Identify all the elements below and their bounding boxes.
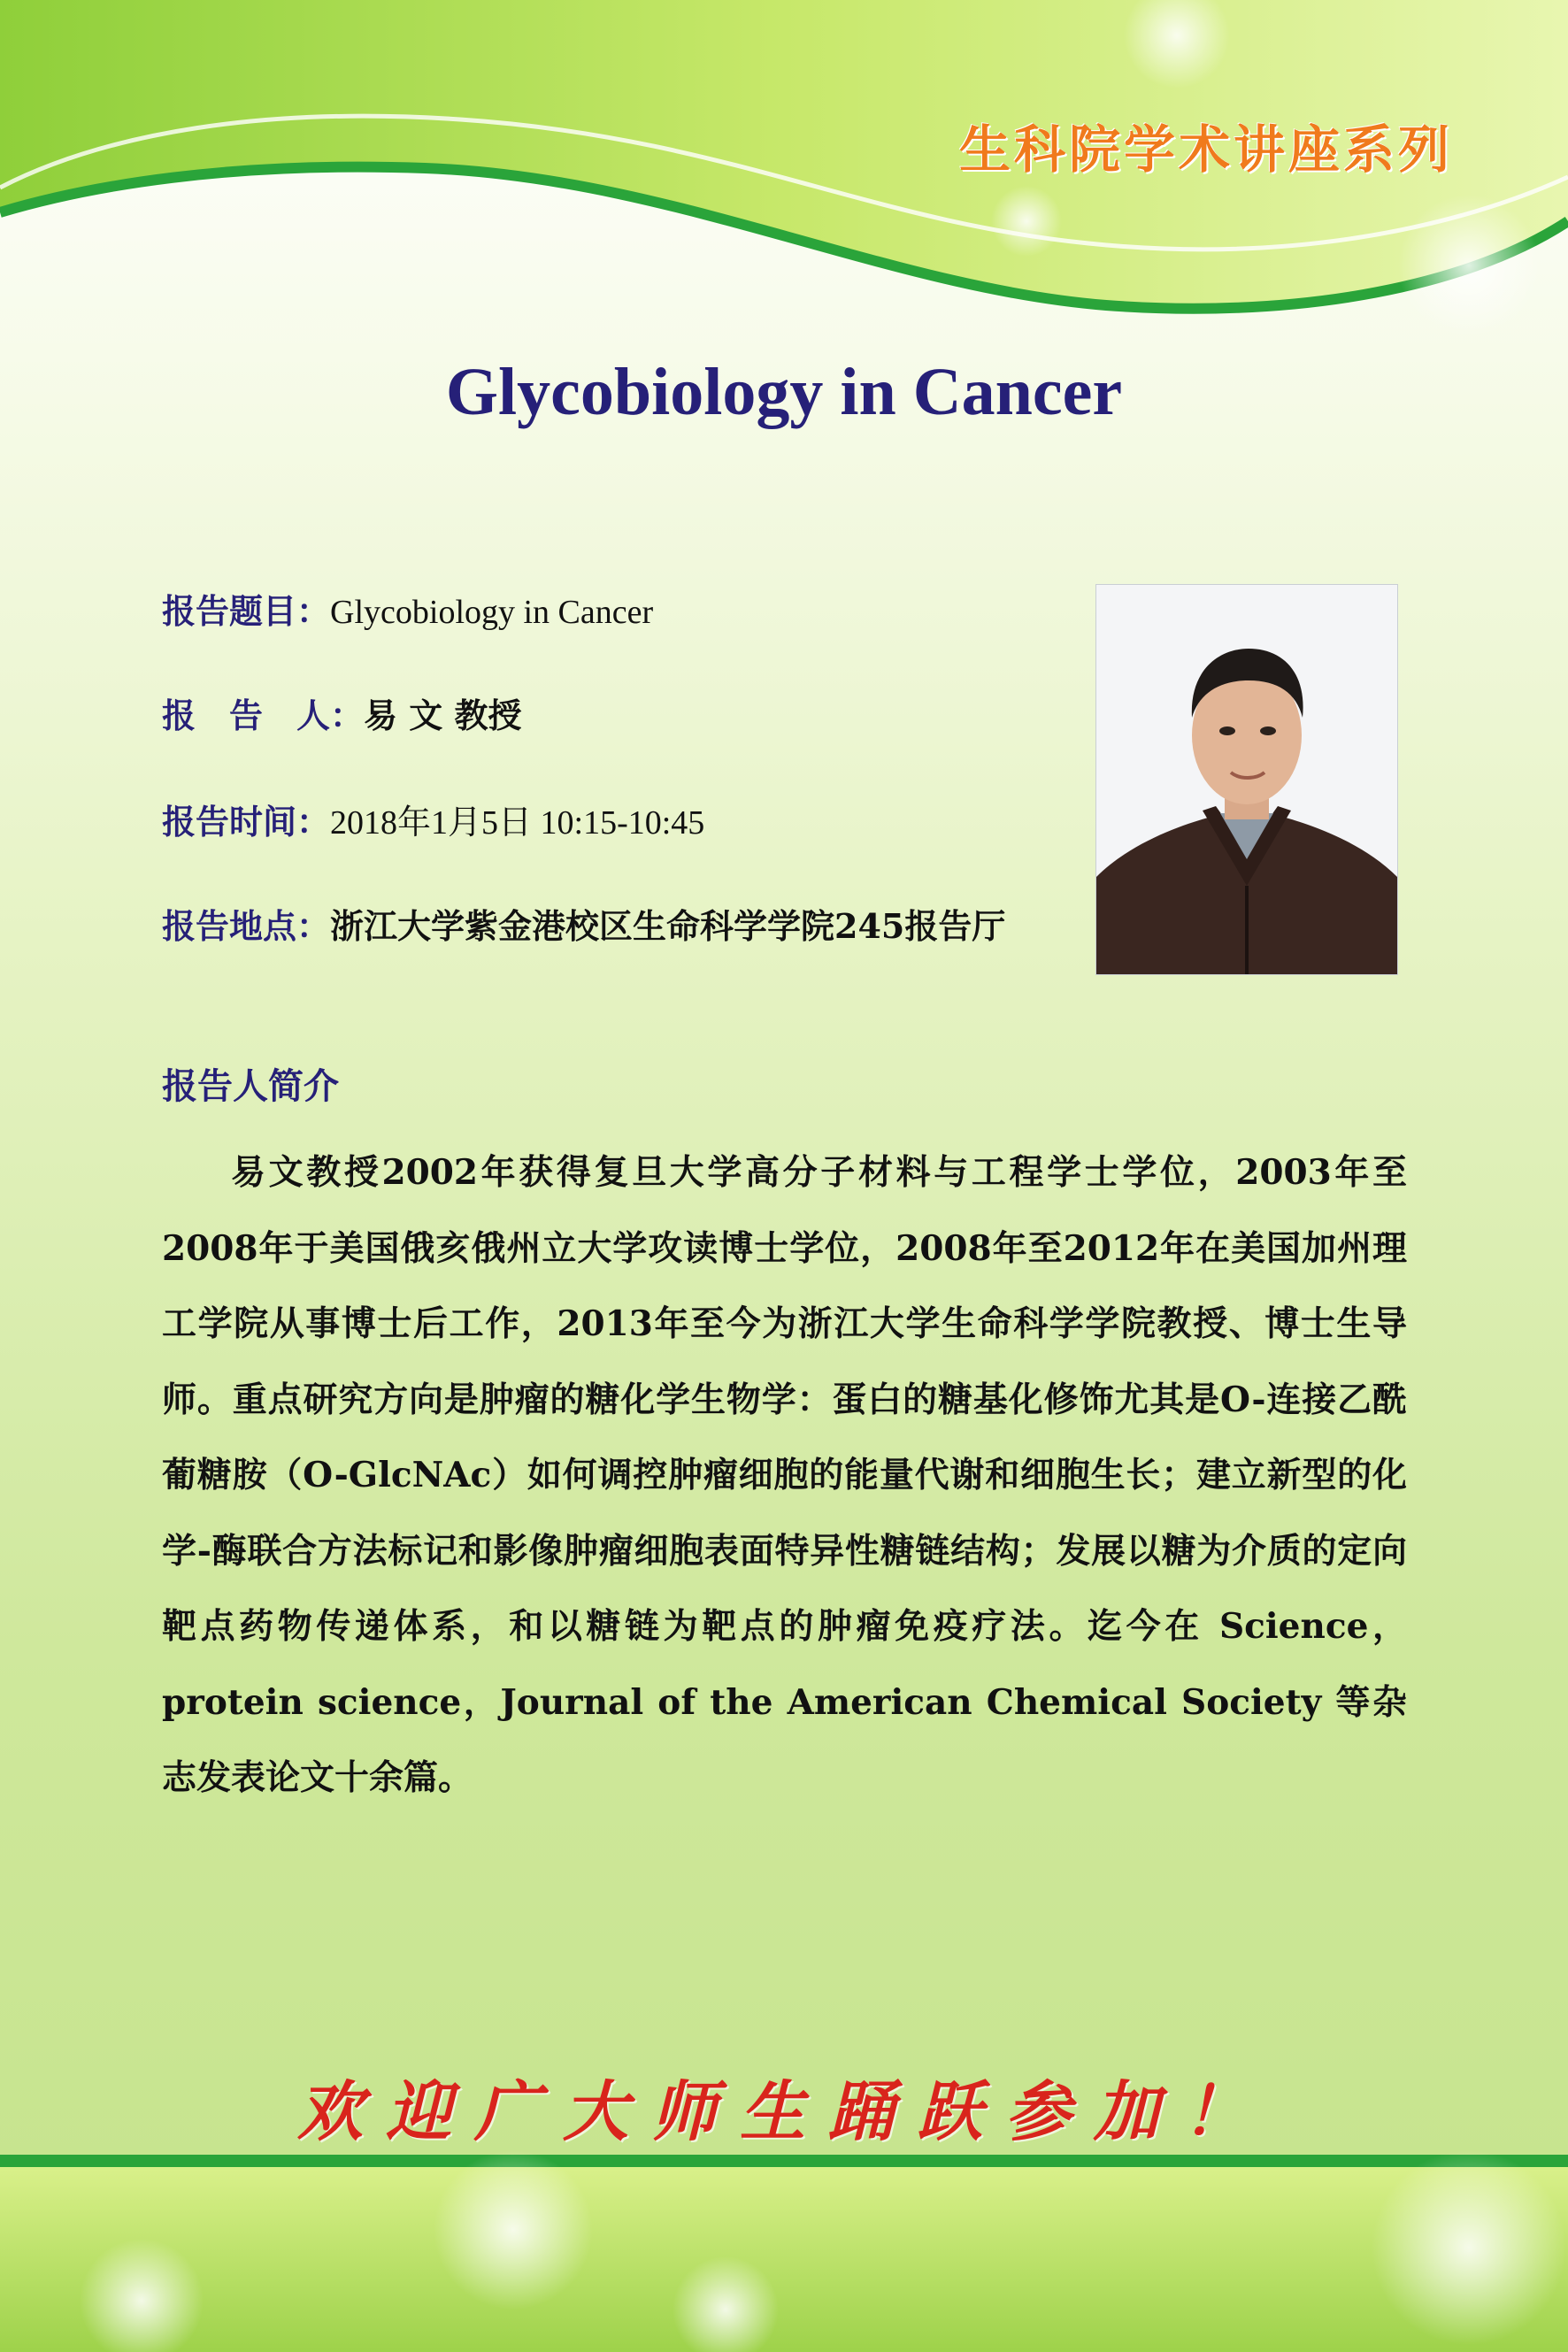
time-value: 2018年1月5日 10:15-10:45 bbox=[330, 804, 705, 842]
topic-label: 报告题目： bbox=[162, 591, 331, 631]
speaker-value: 易 文 教授 bbox=[364, 696, 522, 735]
speaker-portrait-icon bbox=[1096, 585, 1397, 974]
time-row bbox=[162, 795, 704, 843]
speaker-label: 报 告 人： bbox=[162, 696, 365, 735]
time-label: 报告时间： bbox=[162, 802, 331, 842]
page-title: Glycobiology in Cancer bbox=[445, 355, 1123, 429]
topic-value: Glycobiology in Cancer bbox=[330, 594, 654, 631]
lecture-series-title: 生科院学术讲座系列 bbox=[958, 119, 1453, 180]
speaker-row bbox=[162, 688, 521, 737]
bio-paragraph: 易文教授2002年获得复旦大学高分子材料与工程学士学位，2003年至2008年于美国俄亥俄州立大学攻读博士学位，2008年至2012年在美国加州理工学院从事博士后工作，2013年至今为浙江大学生命科学学院教授、博士生导师。重点研究方向是肿瘤的糖化学生物学：蛋白的糖基化修饰尤其是O-连接乙酰葡糖胺（O-GlcNAc）如何调控肿瘤细胞的能量代谢和细胞生长；建立新型的化学-酶联合方法标记和影像肿瘤细胞表面特异性糖链结构；发展以糖为介质的定向靶点药物传递体系，和以糖链为靶点的肿瘤免疫疗法。迄今在 Science，protein science，Journal of the American Chemical Society 等杂志发表论文十余篇。 bbox=[162, 1152, 1408, 1798]
place-row bbox=[162, 899, 1005, 948]
topic-row bbox=[162, 584, 653, 633]
bio-heading: 报告人简介 bbox=[162, 1065, 339, 1107]
place-label: 报告地点： bbox=[162, 906, 331, 946]
place-value: 浙江大学紫金港校区生命科学学院245报告厅 bbox=[330, 906, 1006, 946]
speaker-photo bbox=[1095, 584, 1398, 975]
welcome-slogan: 欢迎广大师生踊跃参加！ bbox=[297, 2074, 1271, 2150]
